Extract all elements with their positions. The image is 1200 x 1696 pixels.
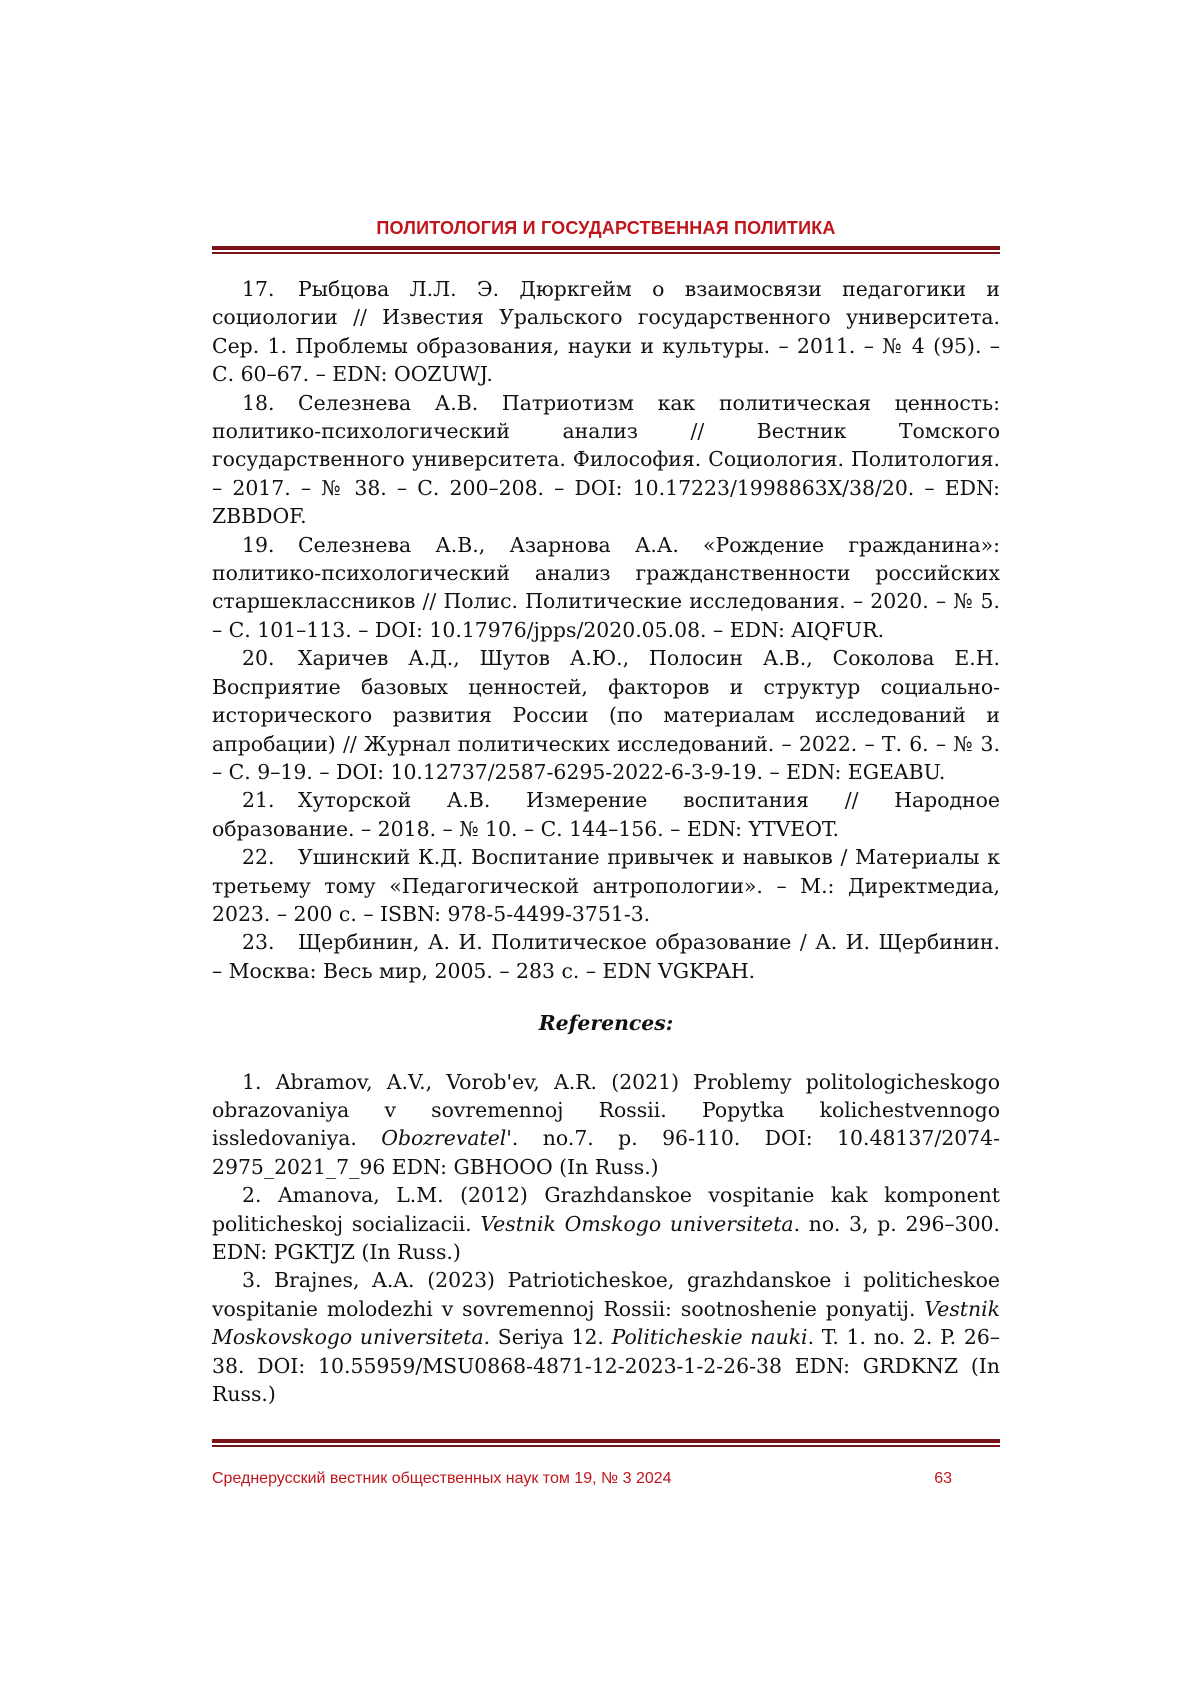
reference-ru-23: 23. Щербинин, А. И. Политическое образование / А. И. Щербинин. – Москва: Весь мир, 2005. – 283 с. – EDN VGKPAH. xyxy=(212,930,1000,983)
running-footer xyxy=(212,1470,1000,1488)
running-header: ПОЛИТОЛОГИЯ И ГОСУДАРСТВЕННАЯ ПОЛИТИКА xyxy=(376,218,836,238)
reference-ru-21: 21. Хуторской А.В. Измерение воспитания // Народное образование. – 2018. – № 10. – С. 144–156. – EDN: YTVEOT. xyxy=(212,788,1000,841)
reference-ru-22: 22. Ушинский К.Д. Воспитание привычек и навыков / Материалы к третьему тому «Педагогической антропологии». – М.: Директмедиа, 2023. – 200 с. – ISBN: 978-5-4499-3751-3. xyxy=(212,845,1000,926)
reference-en-2: 2. Amanova, L.M. (2012) Grazhdanskoe vospitanie kak komponent politicheskoj socializacii. Vestnik Omskogo universiteta. no. 3, p. 296–300. EDN: PGKTJZ (In Russ.) xyxy=(212,1183,1001,1264)
journal-citation: Среднерусский вестник общественных наук том 19, № 3 2024 xyxy=(212,1470,672,1487)
page-number: 63 xyxy=(934,1470,952,1487)
reference-en-1: 1. Abramov, A.V., Vorob'ev, A.R. (2021) Problemy politologicheskogo obrazovaniya v sovremennoj Rossii. Popytka kolichestvennogo issledovaniya. Obozrevatel'. no.7. p. 96-110. DOI: 10.48137/2074-2975_2021_7_96 EDN: GBHOOO (In Russ.) xyxy=(212,1069,1000,1179)
footer-rule xyxy=(212,1439,1000,1447)
reference-ru-17: 17. Рыбцова Л.Л. Э. Дюркгейм о взаимосвязи педагогики и социологии // Известия Уральского государственного университета. Сер. 1. Проблемы образования, науки и культуры. – 2011. – № 4 (95). – С. 60–67. – EDN: OOZUWJ. xyxy=(212,277,1000,387)
references-heading: References: xyxy=(538,1011,674,1036)
reference-ru-18: 18. Селезнева А.В. Патриотизм как политическая ценность: политико-психологический анализ // Вестник Томского государственного университета. Философия. Социология. Политология. – 2017. – № 38. – С. 200–208. – DOI: 10.17223/1998863X/38/20. – EDN: ZBBDOF. xyxy=(212,390,1000,529)
reference-en-3: 3. Brajnes, A.A. (2023) Patrioticheskoe, grazhdanskoe i politicheskoe vospitanie molodezhi v sovremennoj Rossii: sootnoshenie ponyatij. Vestnik Moskovskogo universiteta. Seriya 12. Politicheskie nauki. T. 1. no. 2. P. 26–38. DOI: 10.55959/MSU0868-4871-12-2023-1-2-26-38 EDN: GRDKNZ (In Russ.) xyxy=(212,1268,1001,1407)
reference-ru-19: 19. Селезнева А.В., Азарнова А.А. «Рождение гражданина»: политико-психологический анализ гражданственности российских старшеклассников // Полис. Политические исследования. – 2020. – № 5. – С. 101–113. – DOI: 10.17976/jpps/2020.05.08. – EDN: AIQFUR. xyxy=(212,532,1000,642)
header-rule xyxy=(212,246,1000,254)
reference-ru-20: 20. Харичев А.Д., Шутов А.Ю., Полосин А.В., Соколова Е.Н. Восприятие базовых ценностей, факторов и структур социально-исторического развития России (по материалам исследований и апробации) // Журнал политических исследований. – 2022. – Т. 6. – № 3. – С. 9–19. – DOI: 10.12737/2587-6295-2022-6-3-9-19. – EDN: EGEABU. xyxy=(212,646,1000,784)
references-body xyxy=(212,275,1000,1408)
